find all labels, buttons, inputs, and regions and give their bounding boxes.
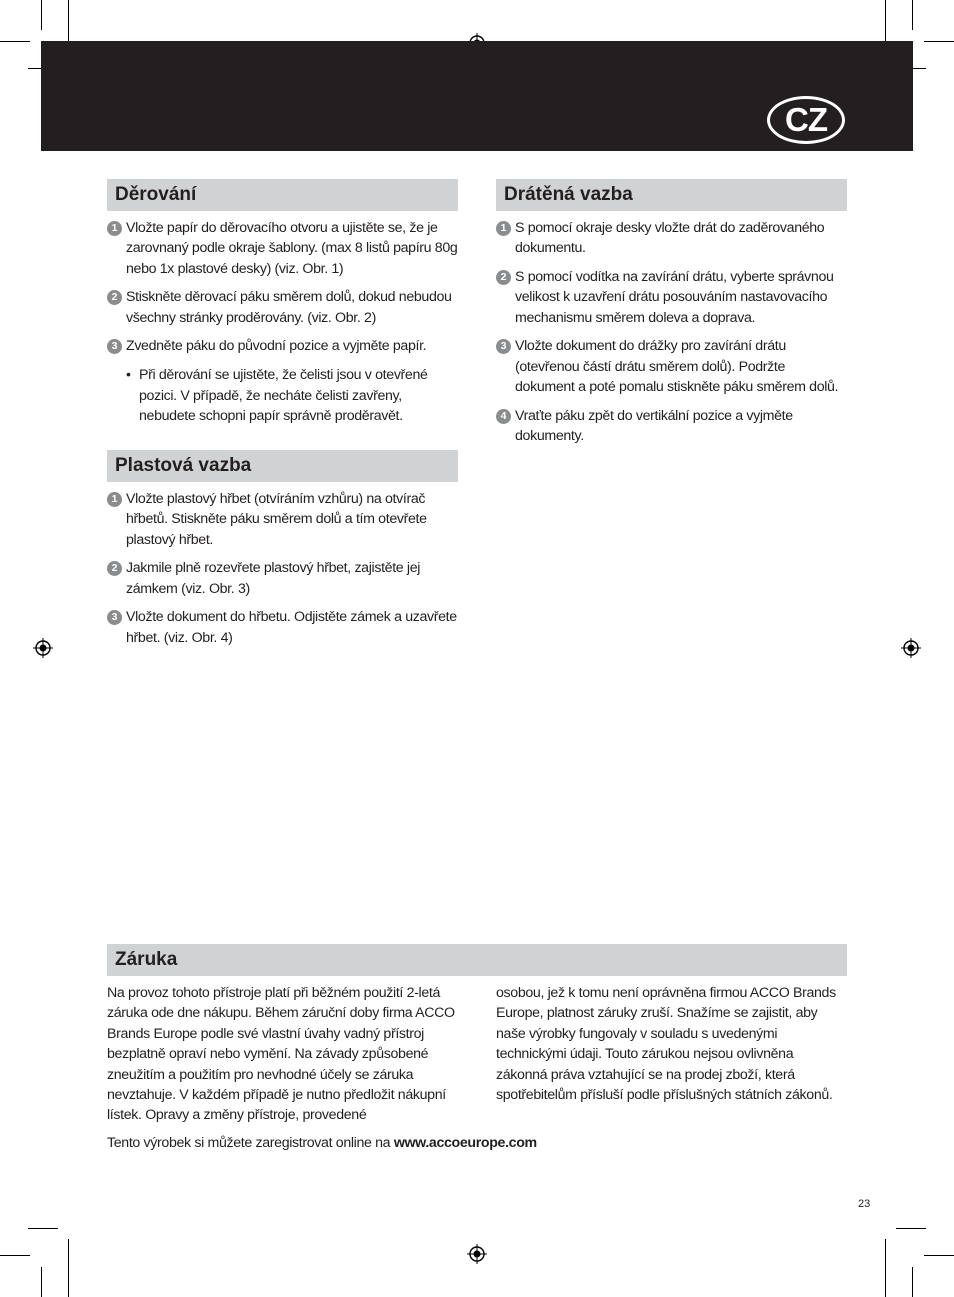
step-item (496, 267, 847, 328)
crop-mark (41, 1267, 42, 1297)
registration-link[interactable]: www.accoeurope.com (393, 1135, 537, 1151)
step-text: S pomocí vodítka na zavírání drátu, vyberte správnou velikost k uzavření drátu posouváním nastavovacího mechanismu směrem doleva a doprava. (515, 269, 834, 326)
crop-mark (41, 0, 42, 30)
registration-mark-icon (901, 638, 921, 658)
step-number: 2 (107, 561, 122, 576)
note-bullet (107, 365, 458, 426)
step-number: 3 (107, 339, 122, 354)
step-item (107, 287, 458, 328)
step-text: Vložte papír do děrovacího otvoru a ujistěte se, že je zarovnaný podle okraje šablony. (max 8 listů papíru 80g nebo 1x plastové desky) (viz. Obr. 1) (126, 220, 458, 277)
header-band (41, 41, 913, 151)
step-number: 1 (107, 492, 122, 507)
step-number: 1 (107, 221, 122, 236)
section-title-derovani: Děrování (107, 179, 458, 211)
crop-mark (924, 1255, 954, 1256)
page-number: 23 (858, 1198, 871, 1210)
section-dratena-vazba (496, 218, 847, 455)
note-text: Při děrování se ujistěte, že čelisti jsou v otevřené pozici. V případě, že necháte čelisti zavřeny, nebudete schopni papír správně proděravět. (139, 367, 428, 424)
section-title-zaruka: Záruka (107, 944, 847, 976)
step-number: 3 (496, 339, 511, 354)
crop-mark (885, 1239, 886, 1297)
step-text: Vložte dokument do drážky pro zavírání drátu (otevřenou částí drátu směrem dolů). Podržte dokument a poté pomalu stiskněte páku směrem dolů. (515, 338, 839, 396)
warranty-text-right: osobou, jež k tomu není oprávněna firmou ACCO Brands Europe, platnost záruky zruší. Snažíme se zajistit, aby naše výrobky fungovaly v souladu s uvedenými technickými údaji. Touto zárukou nejsou ovlivněna zákonná práva vztahující se na prodej zboží, která spotřebitelům přísluší podle příslušných státních zákonů. (496, 985, 836, 1104)
registration-mark-icon (33, 638, 53, 658)
step-text: Zvedněte páku do původní pozice a vyjměte papír. (126, 338, 427, 355)
crop-mark (896, 1228, 926, 1229)
step-number: 1 (496, 221, 511, 236)
step-text: Jakmile plně rozevřete plastový hřbet, zajistěte jej zámkem (viz. Obr. 3) (126, 560, 421, 597)
step-item (107, 607, 458, 648)
bullet-dot: • (126, 367, 131, 384)
crop-mark (0, 1255, 30, 1256)
step-text: Vložte dokument do hřbetu. Odjistěte zámek a uzavřete hřbet. (viz. Obr. 4) (126, 609, 457, 646)
step-item (496, 406, 847, 447)
crop-mark (912, 1267, 913, 1297)
section-derovani (107, 218, 458, 426)
step-item (107, 218, 458, 279)
step-item (107, 336, 458, 356)
step-text: Vraťte páku zpět do vertikální pozice a vyjměte dokumenty. (515, 407, 793, 445)
section-plastova-vazba (107, 489, 458, 657)
crop-mark (0, 41, 30, 42)
step-text: S pomocí okraje desky vložte drát do zaděrovaného dokumentu. (515, 220, 825, 257)
crop-mark (924, 41, 954, 42)
step-number: 3 (107, 610, 122, 625)
step-item (107, 558, 458, 599)
registration-mark-icon (467, 1244, 487, 1264)
warranty-text-left: Na provoz tohoto přístroje platí při běžném použití 2-letá záruka ode dne nákupu. Během záruční doby firma ACCO Brands Europe podle své vlastní úvahy vadný přístroj bezplatně opraví nebo vymění. Na závady způsobené zneužitím a použitím pro nevhodné účely se záruka nevztahuje. V každém případě je nutno předložit nákupní lístek. Opravy a změny přístroje, provedené (107, 985, 455, 1124)
step-item (496, 218, 847, 259)
step-text: Stiskněte děrovací páku směrem dolů, dokud nebudou všechny stránky proděrovány. (viz. Obr. 2) (126, 289, 452, 326)
language-badge: CZ (767, 96, 845, 144)
step-number: 2 (107, 290, 122, 305)
crop-mark (912, 0, 913, 30)
step-number: 4 (496, 409, 511, 424)
step-text: Vložte plastový hřbet (otvíráním vzhůru) na otvírač hřbetů. Stiskněte páku směrem dolů a tím otevřete plastový hřbet. (126, 491, 427, 548)
step-item (107, 489, 458, 550)
section-title-plastova-vazba: Plastová vazba (107, 450, 458, 482)
crop-mark (68, 1239, 69, 1297)
step-item (496, 336, 847, 397)
registration-text: Tento výrobek si můžete zaregistrovat online na (107, 1135, 394, 1151)
section-title-dratena-vazba: Drátěná vazba (496, 179, 847, 211)
step-number: 2 (496, 270, 511, 285)
crop-mark (28, 1228, 58, 1229)
registration-line (107, 1135, 537, 1151)
